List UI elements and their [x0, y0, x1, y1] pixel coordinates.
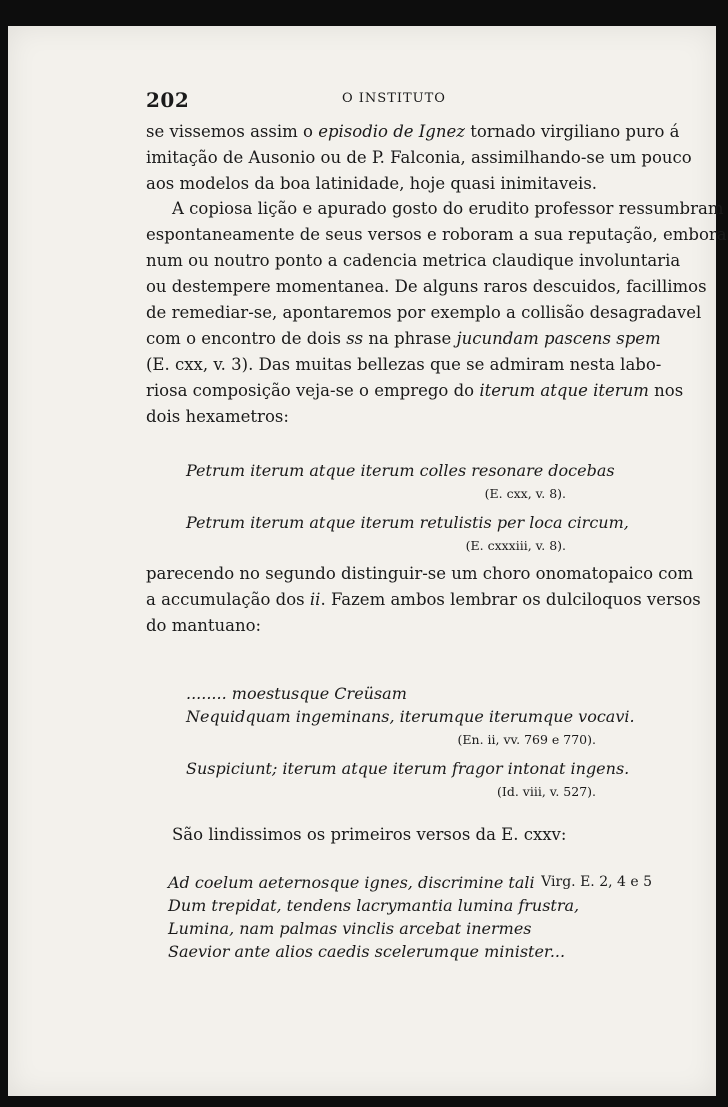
text-line: dois hexametros: [146, 407, 289, 426]
verse-line: Lumina, nam palmas vinclis arcebat inermes [168, 919, 532, 938]
verse-citation: (E. cxxxiii, v. 8). [465, 538, 566, 553]
page-number: 202 [146, 88, 190, 112]
verse-line: ........ moestusque Creüsam [186, 684, 407, 703]
verse-line: Nequidquam ingeminans, iterumque iterumque vocavi. [186, 707, 635, 726]
verse-line: Ad coelum aeternosque ignes, discrimine tali Virg. E. 2, 4 e 5 [168, 873, 652, 892]
verse-line: Suspiciunt; iterum atque iterum fragor intonat ingens. [186, 759, 630, 778]
paragraph-3 [146, 561, 701, 639]
text-line: ou destempere momentanea. De alguns raros descuidos, facillimos [146, 277, 707, 296]
book-page [8, 26, 727, 1096]
text-line: se vissemos assim o episodio de Ignez tornado virgiliano puro á [146, 122, 680, 141]
verse-quote-1 [186, 459, 629, 557]
paragraph-2 [146, 196, 727, 430]
text-line: num ou noutro ponto a cadencia metrica claudique involuntaria [146, 251, 681, 270]
verse-citation: (E. cxx, v. 8). [484, 486, 566, 501]
verse-line: Petrum iterum atque iterum colles resonare docebas [186, 461, 615, 480]
marginal-note: Virg. E. 2, 4 e 5 [541, 874, 652, 890]
text-line: parecendo no segundo distinguir-se um choro onomatopaico com [146, 564, 694, 583]
text-line: de remediar-se, apontaremos por exemplo a collisão desagradavel [146, 303, 702, 322]
verse-line: Petrum iterum atque iterum retulistis per loca circum, [186, 513, 629, 532]
paragraph-1 [146, 119, 692, 197]
verse-quote-3 [168, 871, 652, 963]
verse-line: Dum trepidat, tendens lacrymantia lumina frustra, [168, 896, 580, 915]
text-line: riosa composição veja-se o emprego do iterum atque iterum nos [146, 381, 684, 400]
text-line: (E. cxx, v. 3). Das muitas bellezas que se admiram nesta labo- [146, 355, 662, 374]
text-line: A copiosa lição e apurado gosto do erudito professor ressumbram [172, 199, 724, 218]
text-line: São lindissimos os primeiros versos da E. cxxv: [172, 825, 567, 844]
text-line: imitação de Ausonio ou de P. Falconia, assimilhando-se um pouco [146, 148, 692, 167]
text-line: com o encontro de dois ss na phrase jucundam pascens spem [146, 329, 661, 348]
text-line: do mantuano: [146, 616, 262, 635]
verse-line: Saevior ante alios caedis scelerumque minister... [168, 942, 566, 961]
verse-citation: (Id. viii, v. 527). [497, 784, 596, 799]
paragraph-4 [146, 822, 616, 848]
text-line: aos modelos da boa latinidade, hoje quasi inimitaveis. [146, 174, 598, 193]
page-header [146, 88, 616, 118]
running-title: O INSTITUTO [342, 91, 446, 106]
text-line: espontaneamente de seus versos e roboram a sua reputação, embora [146, 225, 727, 244]
text-line: a accumulação dos ii. Fazem ambos lembrar os dulciloquos versos [146, 590, 701, 609]
verse-quote-2 [186, 682, 635, 803]
verse-citation: (En. ii, vv. 769 e 770). [457, 732, 596, 747]
